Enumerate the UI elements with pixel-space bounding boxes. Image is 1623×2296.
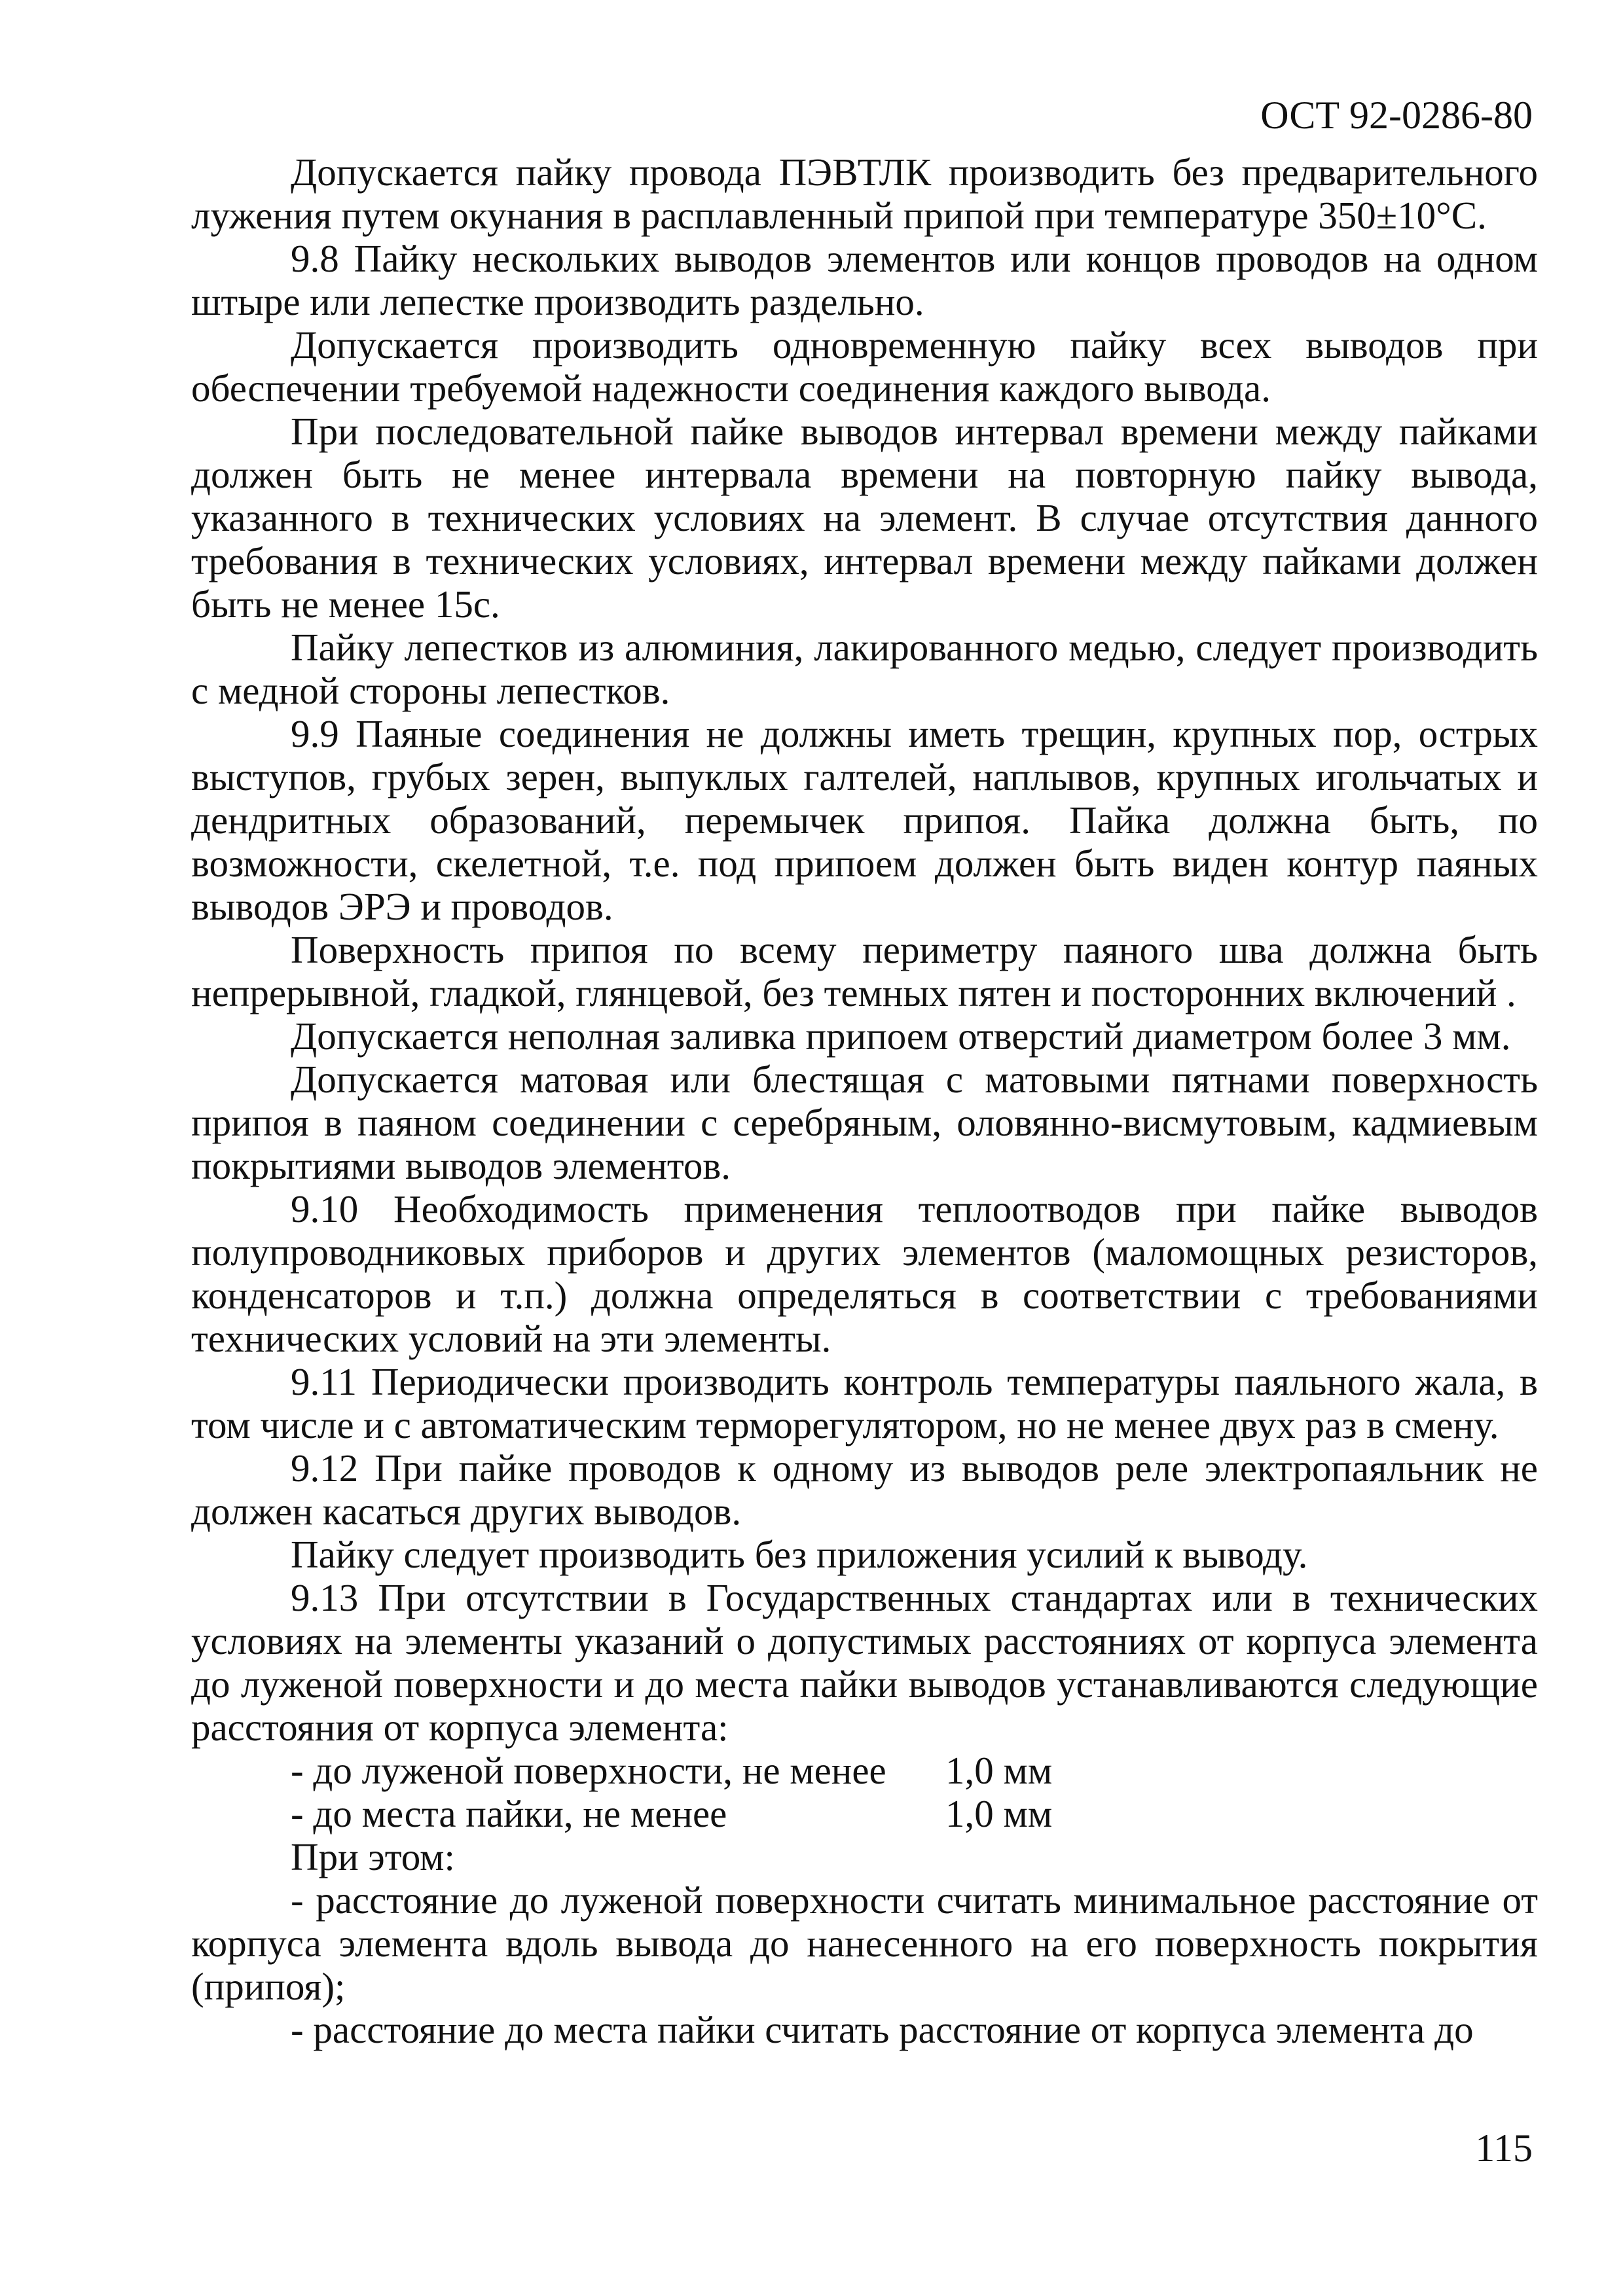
paragraph: 9.9 Паяные соединения не должны иметь трещин, крупных пор, острых выступов, грубых зерен, выпуклых галтелей, наплывов, крупных игольчатых и дендритных образований, перемычек припоя. Пайка должна быть, по возможности, скелетной, т.е. под припоем должен быть виден контур паяных выводов ЭРЭ и проводов. <box>191 712 1538 928</box>
paragraph: 9.8 Пайку нескольких выводов элементов или концов проводов на одном штыре или лепестке производить раздельно. <box>191 237 1538 323</box>
paragraph: Допускается пайку провода ПЭВТЛК производить без предварительного лужения путем окунания в расплавленный припой при температуре 350±10°С. <box>191 151 1538 237</box>
dimension-value: 1,0 мм <box>945 1792 1053 1835</box>
document-code: ОСТ 92-0286-80 <box>1260 94 1533 137</box>
dimension-value: 1,0 мм <box>945 1749 1053 1792</box>
document-body <box>191 151 1538 2051</box>
paragraph: - расстояние до луженой поверхности считать минимальное расстояние от корпуса элемента вдоль вывода до нанесенного на его поверхность покрытия (припоя); <box>191 1878 1538 2008</box>
dimension-label: - до луженой поверхности, не менее <box>291 1749 886 1792</box>
paragraph: Допускается неполная заливка припоем отверстий диаметром более 3 мм. <box>291 1014 1511 1058</box>
paragraph: - расстояние до места пайки считать расстояние от корпуса элемента до <box>291 2008 1474 2051</box>
dimension-row <box>191 1792 1538 1835</box>
paragraph: Пайку следует производить без приложения усилий к выводу. <box>291 1533 1308 1576</box>
paragraph: Пайку лепестков из алюминия, лакированного медью, следует производить с медной стороны лепестков. <box>191 626 1538 712</box>
paragraph: Поверхность припоя по всему периметру паяного шва должна быть непрерывной, гладкой, глянцевой, без темных пятен и посторонних включений . <box>191 928 1538 1014</box>
paragraph: При последовательной пайке выводов интервал времени между пайками должен быть не менее интервала времени на повторную пайку вывода, указанного в технических условиях на элемент. В случае отсутствия данного требования в технических условиях, интервал времени между пайками должен быть не менее 15с. <box>191 410 1538 626</box>
paragraph: При этом: <box>291 1835 455 1878</box>
paragraph: 9.13 При отсутствии в Государственных стандартах или в технических условиях на элементы указаний о допустимых расстояниях от корпуса элемента до луженой поверхности и до места пайки выводов устанавливаются следующие расстояния от корпуса элемента: <box>191 1576 1538 1749</box>
page-number: 115 <box>1475 2126 1533 2170</box>
dimension-row <box>191 1749 1538 1792</box>
paragraph: 9.11 Периодически производить контроль температуры паяльного жала, в том числе и с автоматическим терморегулятором, но не менее двух раз в смену. <box>191 1360 1538 1446</box>
paragraph: Допускается матовая или блестящая с матовыми пятнами поверхность припоя в паяном соединении с серебряным, оловянно-висмутовым, кадмиевым покрытиями выводов элементов. <box>191 1058 1538 1187</box>
dimension-label: - до места пайки, не менее <box>291 1792 727 1835</box>
paragraph: 9.12 При пайке проводов к одному из выводов реле электропаяльник не должен касаться других выводов. <box>191 1446 1538 1533</box>
paragraph: Допускается производить одновременную пайку всех выводов при обеспечении требуемой надежности соединения каждого вывода. <box>191 323 1538 410</box>
paragraph: 9.10 Необходимость применения теплоотводов при пайке выводов полупроводниковых приборов и других элементов (маломощных резисторов, конденсаторов и т.п.) должна определяться в соответствии с требованиями технических условий на эти элементы. <box>191 1187 1538 1360</box>
